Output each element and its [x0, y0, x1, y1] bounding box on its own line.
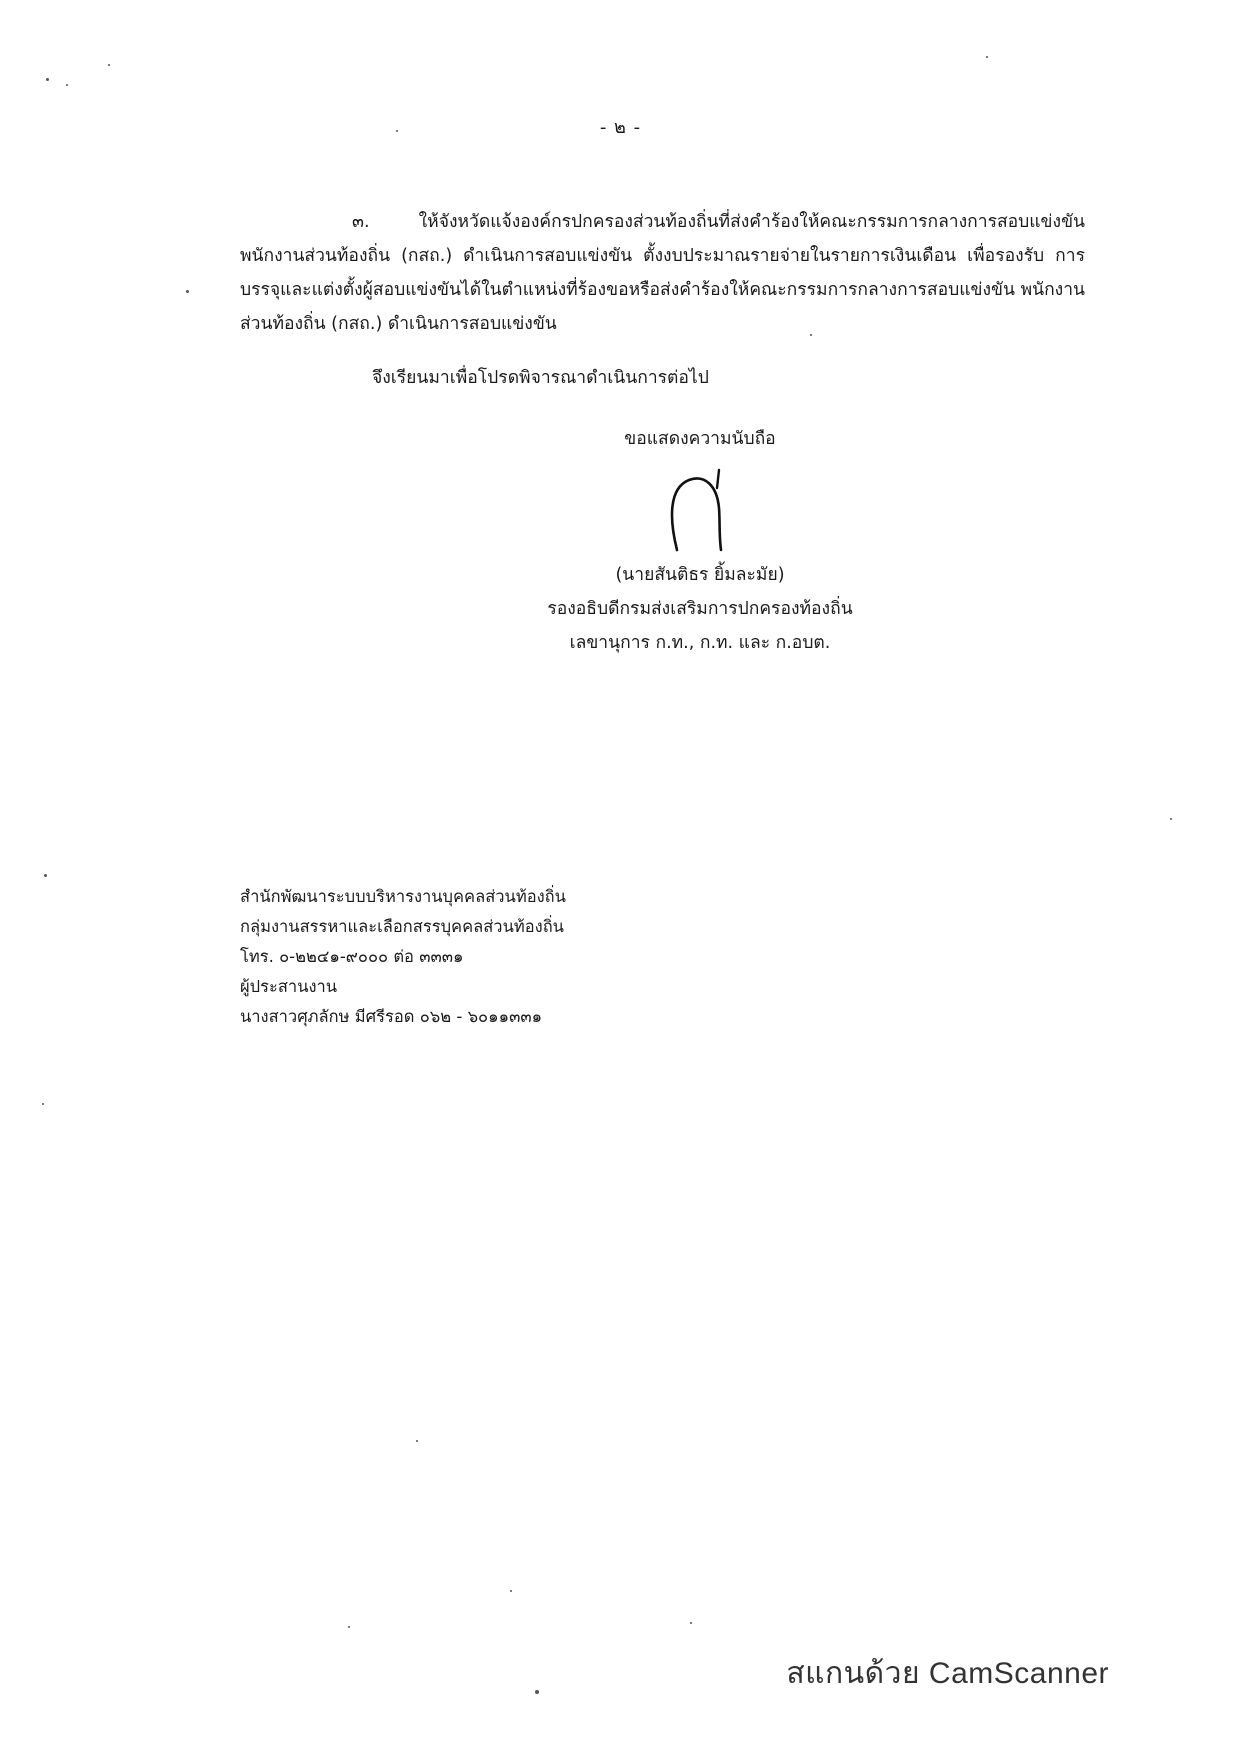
- scan-speck: [186, 290, 189, 293]
- scan-speck: [986, 56, 988, 58]
- body-paragraph-3: ๓. ให้จังหวัดแจ้งองค์กรปกครองส่วนท้องถิ่นที่ส่งคำร้องให้คณะกรรมการกลางการสอบแข่งขัน พนักงานส่วนท้องถิ่น (กสถ.) ดำเนินการสอบแข่งขัน ตั้งงบประมาณรายจ่ายในรายการเงินเดือน เพื่อรองรับ การบรรจุและแต่งตั้งผู้สอบแข่งขันได้ในตำแหน่งที่ร้องขอหรือส่งคำร้องให้คณะกรรมการกลางการสอบแข่งขัน พนักงานส่วนท้องถิ่น (กสถ.) ดำเนินการสอบแข่งขัน: [240, 212, 1085, 334]
- scan-speck: [44, 874, 47, 877]
- closing-request: จึงเรียนมาเพื่อโปรดพิจารณาดำเนินการต่อไป: [372, 368, 709, 388]
- scan-speck: [510, 1590, 512, 1592]
- contact-coordinator: นางสาวศุภลักษ มีศรีรอด ๐๖๒ - ๖๐๑๑๓๓๑: [240, 1007, 543, 1026]
- scan-speck: [810, 334, 812, 336]
- scan-speck: [416, 1440, 418, 1442]
- signer-name: (นายสันติธร ยิ้มละมัย): [615, 565, 785, 585]
- page-number: - ๒ -: [599, 117, 642, 138]
- scan-speck: [396, 130, 398, 132]
- contact-block: [240, 882, 566, 1032]
- scan-speck: [108, 64, 110, 66]
- scan-speck: [46, 78, 49, 81]
- contact-office: สำนักพัฒนาระบบบริหารงานบุคคลส่วนท้องถิ่น: [240, 887, 566, 906]
- scan-speck: [1170, 818, 1172, 820]
- handwritten-signature-icon: [655, 458, 745, 558]
- scan-speck: [690, 1622, 692, 1624]
- contact-coordinator-label: ผู้ประสานงาน: [240, 977, 338, 996]
- scan-speck: [66, 84, 68, 86]
- scan-speck: [348, 1626, 350, 1628]
- camscanner-watermark: สแกนด้วย CamScanner: [786, 1657, 1109, 1690]
- scan-speck: [42, 1103, 44, 1105]
- signer-role: เลขานุการ ก.ท., ก.ท. และ ก.อบต.: [569, 633, 831, 653]
- scan-speck: [535, 1690, 539, 1694]
- signature-block: [500, 422, 900, 660]
- contact-phone: โทร. ๐-๒๒๔๑-๙๐๐๐ ต่อ ๓๓๓๑: [240, 947, 464, 966]
- signer-position: รองอธิบดีกรมส่งเสริมการปกครองท้องถิ่น: [547, 599, 853, 619]
- salutation: ขอแสดงความนับถือ: [624, 429, 776, 449]
- contact-division: กลุ่มงานสรรหาและเลือกสรรบุคคลส่วนท้องถิ่น: [240, 917, 564, 936]
